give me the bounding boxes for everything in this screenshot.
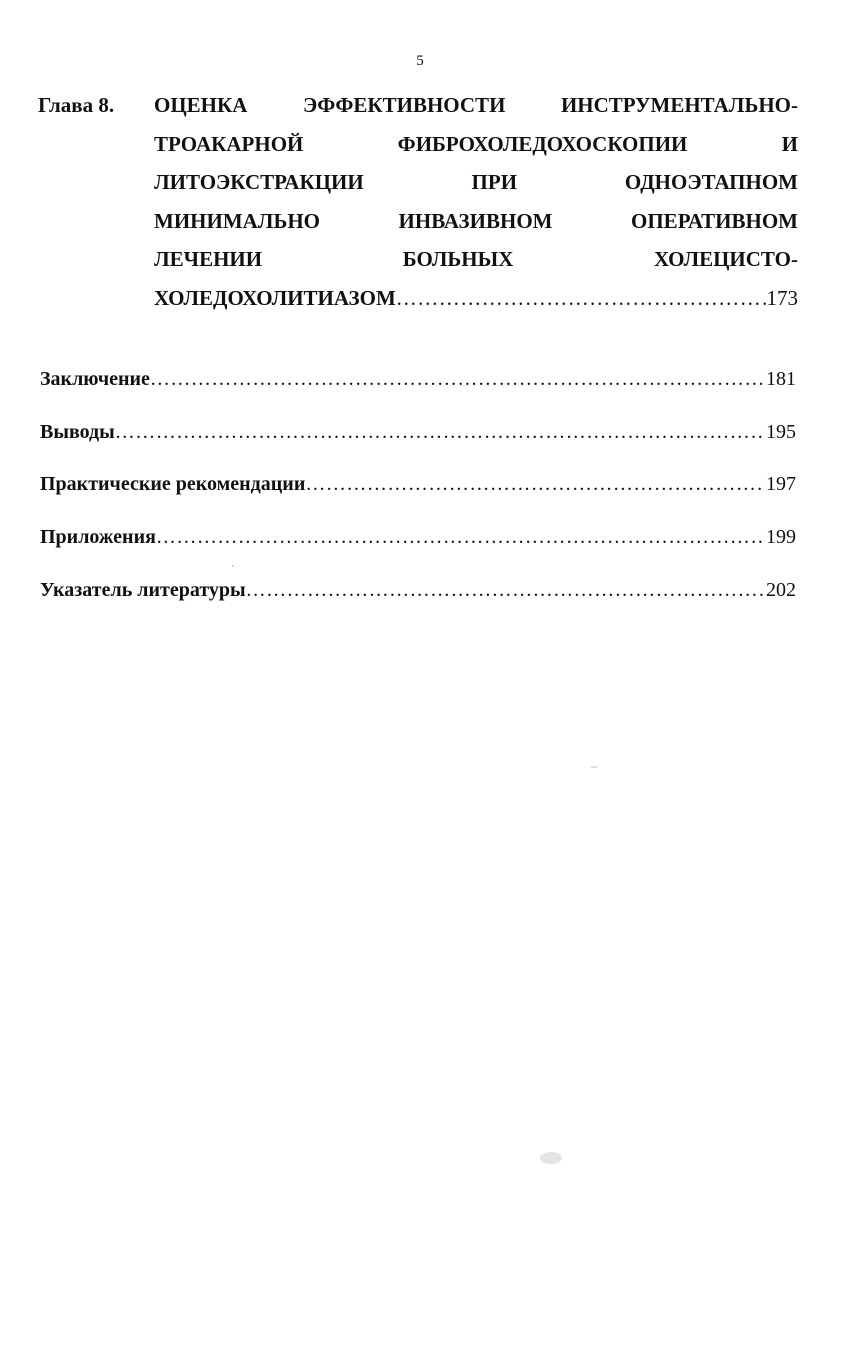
chapter-title bbox=[154, 86, 798, 317]
toc-entry-page: 197 bbox=[766, 473, 796, 495]
toc-entry-title: Указатель литературы bbox=[40, 579, 246, 601]
toc-entry-title: Практические рекомендации bbox=[40, 473, 306, 495]
scan-speck bbox=[232, 565, 234, 567]
dot-leader bbox=[305, 471, 765, 497]
toc-entry-title: Заключение bbox=[40, 368, 150, 390]
dot-leader bbox=[246, 577, 765, 603]
chapter-title-line-3: ЛИТОЭКСТРАКЦИИ ПРИ ОДНОЭТАПНОМ bbox=[154, 170, 798, 194]
chapter-title-line-4: МИНИМАЛЬНО ИНВАЗИВНОМ ОПЕРАТИВНОМ bbox=[154, 208, 798, 233]
scan-smudge bbox=[540, 1152, 562, 1164]
scan-speck bbox=[590, 766, 598, 768]
chapter-title-line-2: ТРОАКАРНОЙ ФИБРОХОЛЕДОХОСКОПИИ И bbox=[154, 131, 798, 156]
dot-leader bbox=[150, 366, 765, 392]
toc-entry-page: 202 bbox=[766, 579, 796, 601]
toc-entry-appendices[interactable] bbox=[40, 524, 796, 550]
chapter-title-line-5: ЛЕЧЕНИИ БОЛЬНЫХ ХОЛЕЦИСТО- bbox=[154, 247, 798, 271]
dot-leader bbox=[396, 279, 766, 318]
chapter-title-line-6 bbox=[154, 279, 798, 318]
chapter-page-number: 173 bbox=[766, 285, 798, 310]
toc-entry-page: 199 bbox=[766, 526, 796, 548]
toc-entry-references[interactable] bbox=[40, 577, 796, 603]
chapter-entry bbox=[38, 86, 798, 317]
dot-leader bbox=[115, 419, 765, 445]
chapter-title-line-1: ОЦЕНКА ЭФФЕКТИВНОСТИ ИНСТРУМЕНТАЛЬНО- bbox=[154, 93, 798, 117]
toc-entry-title: Приложения bbox=[40, 526, 156, 548]
page-number: 5 bbox=[416, 53, 424, 69]
toc-entry-page: 181 bbox=[766, 368, 796, 390]
toc-entry-page: 195 bbox=[766, 421, 796, 443]
toc-entry-recommendations[interactable] bbox=[40, 471, 796, 497]
toc-entry-findings[interactable] bbox=[40, 419, 796, 445]
chapter-title-last-word: ХОЛЕДОХОЛИТИАЗОМ bbox=[154, 285, 396, 310]
dot-leader bbox=[156, 524, 765, 550]
toc-entry-conclusion[interactable] bbox=[40, 366, 796, 392]
chapter-label: Глава 8. bbox=[38, 93, 115, 117]
toc-entry-title: Выводы bbox=[40, 421, 115, 443]
